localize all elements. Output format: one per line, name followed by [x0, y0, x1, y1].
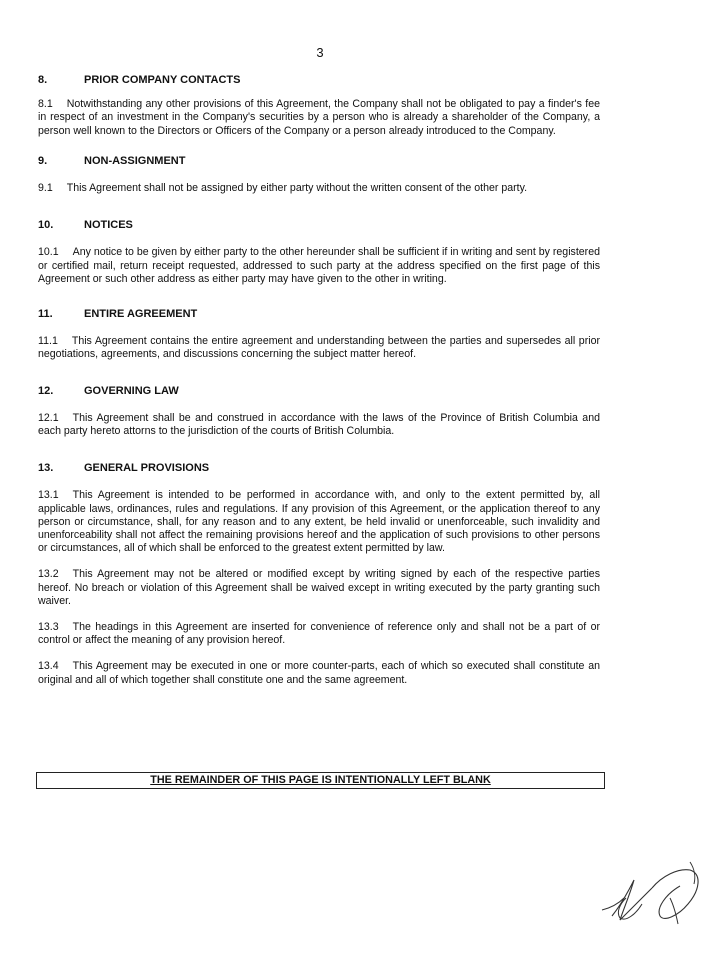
section-heading: 11. ENTIRE AGREEMENT — [38, 308, 198, 321]
section-12 — [38, 385, 600, 439]
section-10 — [38, 219, 600, 286]
section-heading: 9. NON-ASSIGNMENT — [38, 154, 186, 167]
page-number: 3 — [316, 45, 324, 60]
clause-13-1: 13.1 This Agreement is intended to be performed in accordance with, and only to the extent permitted by, all applicable laws, ordinances, rules and regulations. If any provision of this Agreement, or the application thereof to any person or circumstance, shall, for any reason and to any extent, be held invalid or unenforceable, such invalidity and unenforceability shall not affect the remaining provisions hereof and the application of such provisions to other persons or circumstances, all of which shall be enforced to the greatest extent permitted by law. — [38, 489, 600, 555]
intentionally-blank-notice: THE REMAINDER OF THIS PAGE IS INTENTIONALLY LEFT BLANK — [36, 772, 605, 789]
clause-12-1: 12.1 This Agreement shall be and construed in accordance with the laws of the Province of British Columbia and each party hereto attorns to the jurisdiction of the courts of British Columbia. — [38, 411, 600, 438]
section-11 — [38, 308, 600, 362]
signature-initials-icon — [590, 858, 710, 933]
clause-10-1: 10.1 Any notice to be given by either party to the other hereunder shall be sufficient if in writing and sent by registered or certified mail, return receipt requested, addressed to such party at the address specified on the first page of this Agreement or such other address as either party may have given to the other in writing. — [38, 246, 600, 285]
section-8 — [38, 74, 600, 138]
clause-9-1: 9.1 This Agreement shall not be assigned by either party without the written consent of the other party. — [38, 182, 528, 195]
section-heading: 10. NOTICES — [38, 219, 133, 232]
section-heading: 13. GENERAL PROVISIONS — [38, 462, 210, 475]
clause-8-1: 8.1 Notwithstanding any other provisions of this Agreement, the Company shall not be obligated to pay a finder's fee in respect of an investment in the Company's securities by a person who is already a shareholder of the Company, a person well known to the Directors or Officers of the Company or a person already introduced to the Company. — [38, 98, 600, 137]
section-9 — [38, 155, 600, 195]
section-heading: 8. PRIOR COMPANY CONTACTS — [38, 74, 241, 86]
section-13 — [38, 462, 600, 687]
section-heading: 12. GOVERNING LAW — [38, 384, 179, 397]
clause-13-3: 13.3 The headings in this Agreement are inserted for convenience of reference only and shall not be a part of or control or affect the meaning of any provision hereof. — [38, 621, 600, 647]
clause-13-4: 13.4 This Agreement may be executed in one or more counter-parts, each of which so executed shall constitute an original and all of which together shall constitute one and the same agreement. — [38, 660, 600, 686]
agreement-body — [38, 74, 600, 687]
clause-13-2: 13.2 This Agreement may not be altered or modified except by writing signed by each of the respective parties hereof. No breach or violation of this Agreement shall be waived except in writing executed by the party granting such waiver. — [38, 568, 600, 607]
clause-11-1: 11.1 This Agreement contains the entire agreement and understanding between the parties and supersedes all prior negotiations, agreements, and discussions concerning the subject matter hereof. — [38, 335, 600, 361]
